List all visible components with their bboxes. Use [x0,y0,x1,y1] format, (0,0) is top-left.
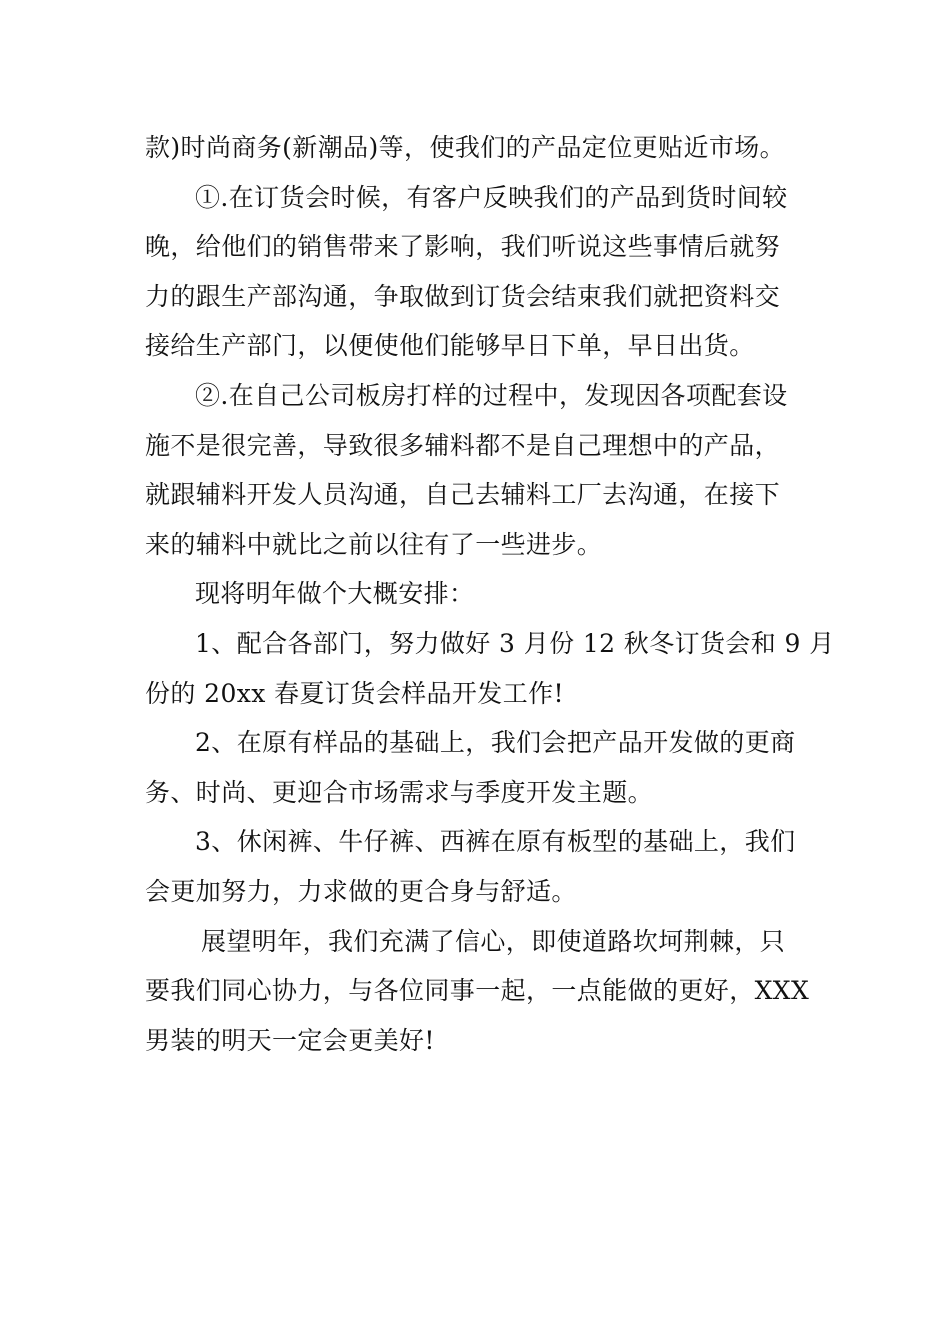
text-line-2: ①.在订货会时候，有客户反映我们的产品到货时间较 [195,182,788,212]
text-line-1: 款)时尚商务(新潮品)等，使我们的产品定位更贴近市场。 [145,133,786,162]
text-line-13: 2、在原有样品的基础上，我们会把产品开发做的更商 [195,728,796,758]
text-line-6: ②.在自己公司板房打样的过程中，发现因各项配套设 [195,380,788,410]
text-line-15: 3、休闲裤、牛仔裤、西裤在原有板型的基础上，我们 [195,827,796,857]
text-line-9: 来的辅料中就比之前以往有了一些进步。 [145,529,603,559]
text-line-12: 份的 20xx 春夏订货会样品开发工作! [145,678,564,708]
text-line-4: 力的跟生产部沟通，争取做到订货会结束我们就把资料交 [145,281,781,311]
text-line-19: 男装的明天一定会更美好! [145,1025,435,1055]
text-line-14: 务、时尚、更迎合市场需求与季度开发主题。 [145,777,654,807]
text-line-11: 1、配合各部门，努力做好 3 月份 12 秋冬订货会和 9 月 [195,628,835,658]
text-line-7: 施不是很完善，导致很多辅料都不是自己理想中的产品， [145,430,781,460]
document-body [145,123,835,1065]
text-line-17: 展望明年，我们充满了信心，即使道路坎坷荆棘，只 [201,926,786,956]
text-line-5: 接给生产部门，以便使他们能够早日下单，早日出货。 [145,331,755,361]
text-line-8: 就跟辅料开发人员沟通，自己去辅料工厂去沟通，在接下 [145,480,781,510]
text-line-16: 会更加努力，力求做的更合身与舒适。 [145,876,577,906]
text-line-18: 要我们同心协力，与各位同事一起，一点能做的更好，XXX [145,976,810,1006]
text-line-10: 现将明年做个大概安排： [195,579,475,609]
text-line-3: 晚，给他们的销售带来了影响，我们听说这些事情后就努 [145,232,781,262]
